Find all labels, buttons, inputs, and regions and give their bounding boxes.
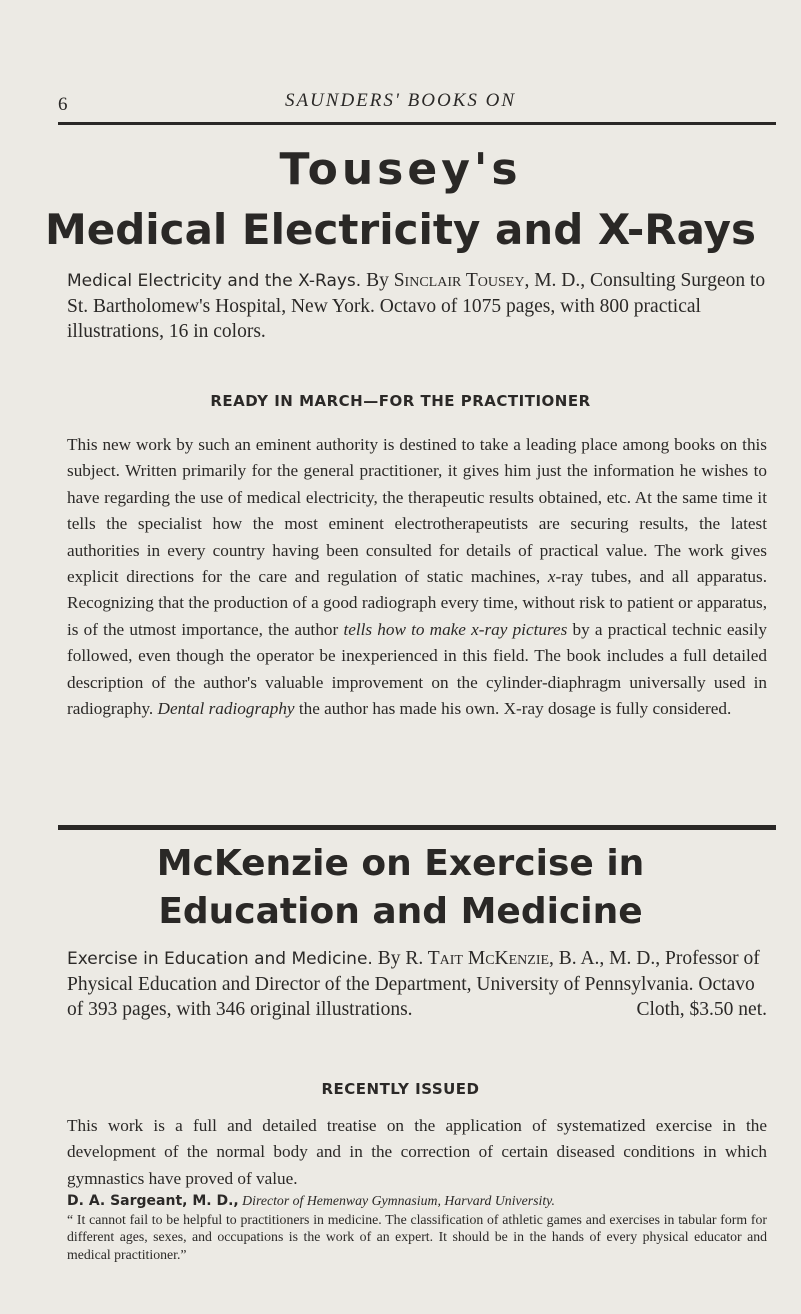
book1-lead-rest: , M. D., Consulting Surgeon to St. Bartholomew's Hospital, New York. Octavo of 1075 pages, with 800 practical illustrations, 16 in colors. [67,270,766,342]
book2-description: This work is a full and detailed treatise on the application of systematized exercise in the development of the normal body and in the correction of certain diseased conditions in which gymnastics have proved of value. [67,1116,767,1188]
book1-desc-italic2: tells how to make x-ray pictures [343,619,568,639]
book2-review-attribution [67,1192,767,1211]
book2-review-affiliation: Director of Hemenway Gymnasium, Harvard University. [238,1193,555,1208]
book1-desc-part2: -ray tubes, and all apparatus. Recognizing that the production of a good radiograph every time, without risk to patient or apparatus, is of the utmost importance, the author [67,567,767,639]
running-title: SAUNDERS' BOOKS ON [284,90,517,111]
book2-lead-by: By [372,948,406,969]
book2-title-line2: Education and Medicine [158,891,643,932]
book1-desc-part3: by a practical technic easily followed, even though the operator be inexperienced in this field. The book includes a full detailed description of the author's valuable improvement on the cylinder-diaphragm universally used in radiography. [67,619,767,719]
book1-lead-paragraph [67,268,767,344]
book1-desc-italic3: Dental radiography [157,699,295,719]
book2-price: Cloth, $3.50 net. [636,999,767,1020]
book1-lead-title: Medical Electricity and the X-Rays. [67,271,362,291]
book1-title-line2: Medical Electricity and X-Rays [44,205,757,254]
book1-description [67,432,767,722]
book1-title-line1: Tousey's [279,144,522,195]
book2-status: RECENTLY ISSUED [321,1080,480,1098]
book1-lead-author: Sinclair Tousey [393,270,525,291]
book2-title [0,840,801,936]
book2-lead-author: R. Tait McKenzie [405,948,550,969]
section-divider [58,825,776,830]
book1-status: READY IN MARCH—FOR THE PRACTITIONER [210,392,591,410]
book1-lead-by: By [361,270,394,291]
book2-review-author: D. A. Sargeant, M. D., [67,1193,239,1209]
top-rule [58,122,776,125]
book2-title-line1: McKenzie on Exercise in [156,843,645,884]
page-number: 6 [58,94,68,115]
book2-review [67,1192,767,1263]
book1-desc-italic1: x [547,567,556,587]
book1-desc-part4: the author has made his own. X-ray dosage is fully considered. [294,699,732,719]
running-head [0,84,801,124]
book2-lead-title: Exercise in Education and Medicine. [67,949,373,969]
book2-lead-rest: , B. A., M. D., Professor of Physical Education and Director of the Department, University of Pennsylvania. Octavo of 393 pages, with 346 original illustrations. [67,948,760,1020]
book2-lead-paragraph [67,946,767,1022]
book2-review-quote: “ It cannot fail to be helpful to practitioners in medicine. The classification of athletic games and exercises in tabular form for different ages, sexes, and occupations is the work of an expert. It should be in the hands of every physical educator and medical practitioner.” [67,1211,767,1262]
book1-desc-part1: This new work by such an eminent authority is destined to take a leading place among books on this subject. Written primarily for the general practitioner, it gives him just the information he wishes to have regarding the use of medical electricity, the therapeutic results obtained, etc. At the same time it tells the specialist how the most eminent electrotherapeutists are securing results, the latest authorities in every country having been consulted for details of practical value. The work gives explicit directions for the care and regulation of static machines, [67,435,767,587]
